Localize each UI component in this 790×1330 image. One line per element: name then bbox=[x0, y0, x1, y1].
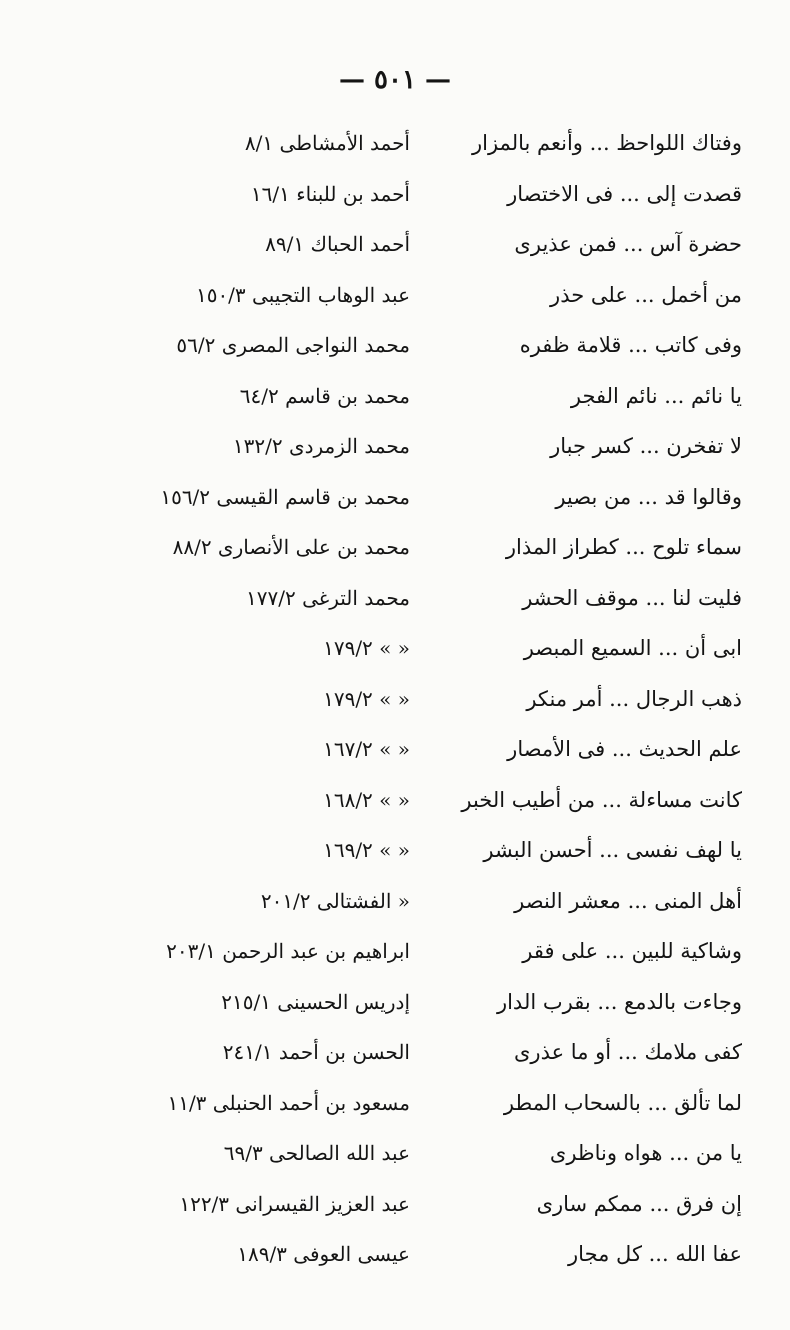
index-row bbox=[0, 825, 790, 876]
index-row bbox=[0, 320, 790, 371]
index-row bbox=[0, 623, 790, 674]
poet-reference: عبد الوهاب التجيبى ١٥٠/٣ bbox=[195, 282, 410, 307]
index-row bbox=[0, 724, 790, 775]
index-row bbox=[0, 522, 790, 573]
poet-reference: عيسى العوفى ١٨٩/٣ bbox=[237, 1242, 410, 1266]
poet-reference: مسعود بن أحمد الحنبلى ١١/٣ bbox=[167, 1090, 410, 1115]
index-row bbox=[0, 573, 790, 624]
poet-reference: « » ١٦٩/٢ bbox=[323, 838, 410, 862]
index-row bbox=[0, 1027, 790, 1078]
poet-reference: محمد بن على الأنصارى ٨٨/٢ bbox=[172, 535, 410, 559]
poet-reference: محمد بن قاسم ٦٤/٢ bbox=[239, 383, 410, 408]
index-table bbox=[0, 118, 790, 1280]
verse-incipit: أهل المنى ... معشر النصر bbox=[514, 888, 742, 913]
verse-incipit: قصدت إلى ... فى الاختصار bbox=[507, 181, 742, 206]
index-row bbox=[0, 1179, 790, 1230]
verse-incipit: يا من ... هواه وناظرى bbox=[549, 1141, 742, 1165]
poet-reference: أحمد الأمشاطى ٨/١ bbox=[244, 131, 410, 155]
verse-incipit: يا نائم ... نائم الفجر bbox=[570, 383, 742, 408]
index-row bbox=[0, 1229, 790, 1280]
verse-incipit: كانت مساءلة ... من أطيب الخبر bbox=[461, 787, 742, 812]
verse-incipit: وجاءت بالدمع ... بقرب الدار bbox=[496, 989, 742, 1014]
index-row bbox=[0, 118, 790, 169]
index-row bbox=[0, 472, 790, 523]
poet-reference: محمد النواجى المصرى ٥٦/٢ bbox=[176, 333, 410, 357]
poet-reference: « » ١٧٩/٢ bbox=[323, 686, 410, 711]
poet-reference: أحمد الحباك ٨٩/١ bbox=[265, 232, 410, 256]
index-row bbox=[0, 1078, 790, 1129]
page-number: — ٥٠١ — bbox=[338, 65, 452, 95]
verse-incipit: فليت لنا ... موقف الحشر bbox=[522, 585, 742, 610]
verse-incipit: سماء تلوح ... كطراز المذار bbox=[505, 535, 742, 559]
verse-incipit: لا تفخرن ... كسر جبار bbox=[550, 434, 742, 458]
verse-incipit: وفتاك اللواحظ ... وأنعم بالمزار bbox=[471, 131, 742, 155]
verse-incipit: ابى أن ... السميع المبصر bbox=[523, 636, 742, 660]
verse-incipit: وفى كاتب ... قلامة ظفره bbox=[519, 333, 742, 357]
verse-incipit: لما تألق ... بالسحاب المطر bbox=[503, 1090, 742, 1115]
index-row bbox=[0, 674, 790, 725]
poet-reference: « » ١٧٩/٢ bbox=[323, 636, 410, 660]
index-row bbox=[0, 775, 790, 826]
index-row bbox=[0, 926, 790, 977]
verse-incipit: يا لهف نفسى ... أحسن البشر bbox=[483, 838, 742, 862]
poet-reference: محمد الترغى ١٧٧/٢ bbox=[246, 585, 410, 610]
index-row bbox=[0, 876, 790, 927]
verse-incipit: إن فرق ... ممكم سارى bbox=[536, 1191, 742, 1216]
verse-incipit: وقالوا قد ... من بصير bbox=[555, 484, 742, 509]
index-row bbox=[0, 421, 790, 472]
verse-incipit: ذهب الرجال ... أمر منكر bbox=[526, 686, 742, 711]
poet-reference: عبد العزيز القيسرانى ١٢٢/٣ bbox=[179, 1191, 410, 1216]
poet-reference: « » ١٦٧/٢ bbox=[323, 737, 410, 761]
index-row bbox=[0, 219, 790, 270]
verse-incipit: من أخمل ... على حذر bbox=[550, 282, 742, 307]
index-row bbox=[0, 977, 790, 1028]
verse-incipit: كفى ملامك ... أو ما عذرى bbox=[513, 1040, 742, 1064]
verse-incipit: علم الحديث ... فى الأمصار bbox=[507, 737, 742, 761]
poet-reference: إدريس الحسينى ٢١٥/١ bbox=[221, 989, 410, 1014]
index-row bbox=[0, 1128, 790, 1179]
verse-incipit: حضرة آس ... فمن عذيرى bbox=[514, 232, 742, 256]
poet-reference: محمد بن قاسم القيسى ١٥٦/٢ bbox=[160, 484, 410, 509]
poet-reference: « الفشتالى ٢٠١/٢ bbox=[260, 888, 410, 913]
verse-incipit: وشاكية للبين ... على فقر bbox=[522, 939, 742, 963]
verse-incipit: عفا الله ... كل مجار bbox=[568, 1242, 742, 1266]
index-row bbox=[0, 371, 790, 422]
poet-reference: أحمد بن للبناء ١٦/١ bbox=[250, 181, 410, 206]
index-row bbox=[0, 169, 790, 220]
index-row bbox=[0, 270, 790, 321]
poet-reference: ابراهيم بن عبد الرحمن ٢٠٣/١ bbox=[166, 939, 410, 963]
poet-reference: الحسن بن أحمد ٢٤١/١ bbox=[222, 1040, 410, 1064]
poet-reference: « » ١٦٨/٢ bbox=[323, 787, 410, 812]
poet-reference: عبد الله الصالحى ٦٩/٣ bbox=[223, 1141, 410, 1165]
poet-reference: محمد الزمردى ١٣٢/٢ bbox=[232, 434, 410, 458]
